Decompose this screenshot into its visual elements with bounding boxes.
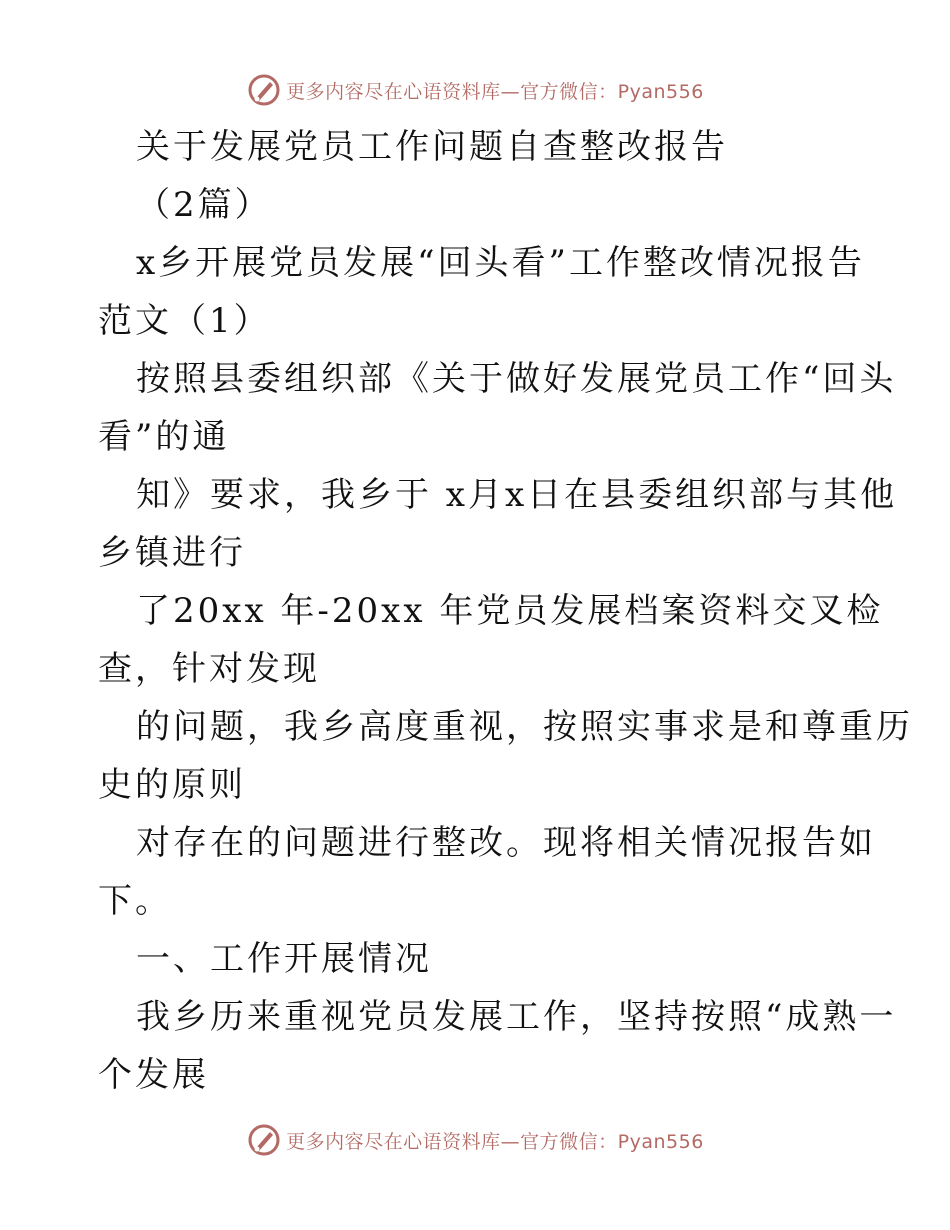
paragraph-line: 的问题，我乡高度重视，按照实事求是和尊重历 — [136, 707, 913, 747]
paragraph-line: 了20xx 年-20xx 年党员发展档案资料交叉检 — [136, 591, 884, 631]
doc-title: 关于发展党员工作问题自查整改报告 — [136, 127, 728, 167]
paragraph-line: 看”的通 — [98, 417, 230, 457]
footer-banner — [0, 1118, 950, 1162]
paragraph-line: 史的原则 — [98, 765, 246, 805]
pen-logo-icon — [246, 72, 282, 108]
paragraph-line: 乡镇进行 — [98, 533, 246, 573]
header-banner — [0, 68, 950, 112]
subsection-heading: 一、工作开展情况 — [136, 939, 432, 979]
banner-text: 更多内容尽在心语资料库—官方微信：Pyan556 — [286, 1130, 704, 1153]
pen-logo-icon — [246, 1122, 282, 1158]
paragraph-line: 个发展 — [98, 1055, 209, 1095]
section-heading: x乡开展党员发展“回头看”工作整改情况报告 — [136, 243, 865, 283]
paragraph-line: 知》要求，我乡于 x月x日在县委组织部与其他 — [136, 475, 898, 515]
section-heading-cont: 范文（1） — [98, 301, 271, 341]
banner-text: 更多内容尽在心语资料库—官方微信：Pyan556 — [286, 80, 704, 103]
paragraph-line: 查，针对发现 — [98, 649, 320, 689]
doc-subtitle: （2篇） — [136, 185, 272, 225]
paragraph-line: 我乡历来重视党员发展工作，坚持按照“成熟一 — [136, 997, 897, 1037]
paragraph-line: 下。 — [98, 881, 172, 921]
paragraph-line: 对存在的问题进行整改。现将相关情况报告如 — [136, 823, 876, 863]
report-body — [98, 118, 913, 1104]
paragraph-line: 按照县委组织部《关于做好发展党员工作“回头 — [136, 359, 897, 399]
